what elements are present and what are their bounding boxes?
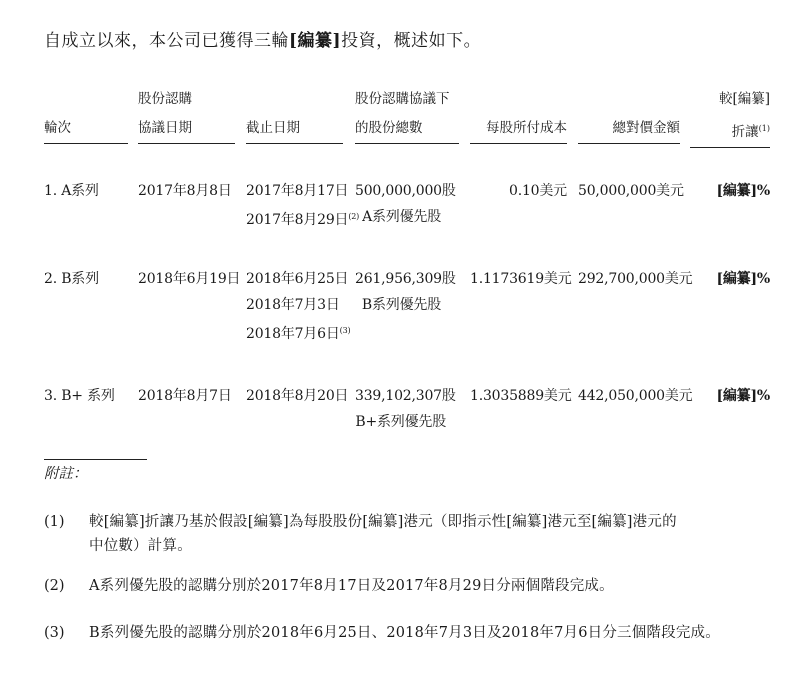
row3-share-class: B+系列優先股 [355,414,446,430]
row2-share-class: B系列優先股 [361,297,441,313]
row3-consideration: 442,050,000美元 [578,388,693,404]
header-cost-per-share [470,114,567,144]
header-discount-footnote: (1) [758,124,770,133]
row3-round: 3. B+ 系列 [44,388,115,404]
intro-paragraph [44,26,481,51]
row2-closing-3: 2018年7月6日 [246,326,340,342]
intro-text-end: 投資，概述如下。 [341,31,482,51]
row3-shares [355,383,456,435]
note-1-line1: 較[編纂]折讓乃基於假設[編纂]為每股股份[編纂]港元（即指示性[編纂]港元至[編纂]港元的 [89,514,677,530]
header-total-consideration [578,114,680,144]
note-1-line2: 中位數）計算。 [89,538,192,554]
row1-shares [355,178,456,230]
note-2-text: A系列優先股的認購分別於2017年8月17日及2017年8月29日分兩個階段完成。 [89,578,614,594]
header-cost-per-share-label: 每股所付成本 [470,114,567,144]
row2-cost: 1.1173619美元 [470,271,572,287]
row1-closing-2: 2017年8月29日 [246,212,349,228]
note-3 [0,621,805,647]
notes-label: 附註： [44,466,88,482]
row3-date: 2018年8月7日 [138,388,232,404]
header-discount-line2: 折讓 [731,124,759,140]
row2-closing [246,266,350,347]
row2-shares [355,266,456,318]
row2-closing-2: 2018年7月3日 [246,297,340,313]
row2-shares-count: 261,956,309股 [355,271,456,287]
row1-consideration: 50,000,000美元 [578,183,684,199]
row2-round: 2. B系列 [44,271,99,287]
row1-shares-count: 500,000,000股 [355,183,456,199]
row3-closing-1: 2018年8月20日 [246,388,349,404]
row1-date: 2017年8月8日 [138,183,232,199]
row1-discount: [編纂]% [716,183,770,199]
header-total-consideration-label: 總對價金額 [578,114,680,144]
header-closing-date-label: 截止日期 [246,114,343,144]
row2-discount: [編纂]% [716,271,770,287]
note-3-text: B系列優先股的認購分別於2018年6月25日、2018年7月3日及2018年7月6日分三個階段完成。 [89,625,720,641]
header-discount [690,85,770,148]
row3-shares-count: 339,102,307股 [355,388,456,404]
header-closing-date [246,114,343,144]
row3-closing [246,383,348,409]
note-1-text [89,510,779,558]
header-round [44,114,128,144]
header-subscription-date [138,85,235,144]
row1-share-class: A系列優先股 [362,209,441,225]
row2-date: 2018年6月19日 [138,271,241,287]
row3-discount: [編纂]% [716,388,770,404]
header-subscription-date-line1: 股份認購 [138,91,192,107]
note-2-number: (2) [44,578,65,594]
intro-redacted: [編纂] [289,31,342,51]
notes-divider [44,459,147,460]
header-total-shares [355,85,459,144]
intro-text: 自成立以來，本公司已獲得三輪 [44,31,289,51]
header-total-shares-line1: 股份認購協議下 [355,91,450,107]
header-discount-line1: 較[編纂] [718,91,770,107]
header-total-shares-line2: 的股份總數 [355,114,459,144]
row2-closing-3-footnote: (3) [339,326,351,335]
header-round-label: 輪次 [44,114,128,144]
row1-closing-2-footnote: (2) [348,212,360,221]
row1-cost: 0.10美元 [509,183,567,199]
note-1-number: (1) [44,514,65,530]
note-1 [0,510,805,560]
header-subscription-date-line2: 協議日期 [138,114,235,144]
note-3-number: (3) [44,625,65,641]
row3-cost: 1.3035889美元 [470,388,572,404]
row1-closing [246,178,359,233]
note-2 [0,574,805,600]
row1-round: 1. A系列 [44,183,99,199]
row2-closing-1: 2018年6月25日 [246,271,349,287]
row2-consideration: 292,700,000美元 [578,271,693,287]
row1-closing-1: 2017年8月17日 [246,183,349,199]
